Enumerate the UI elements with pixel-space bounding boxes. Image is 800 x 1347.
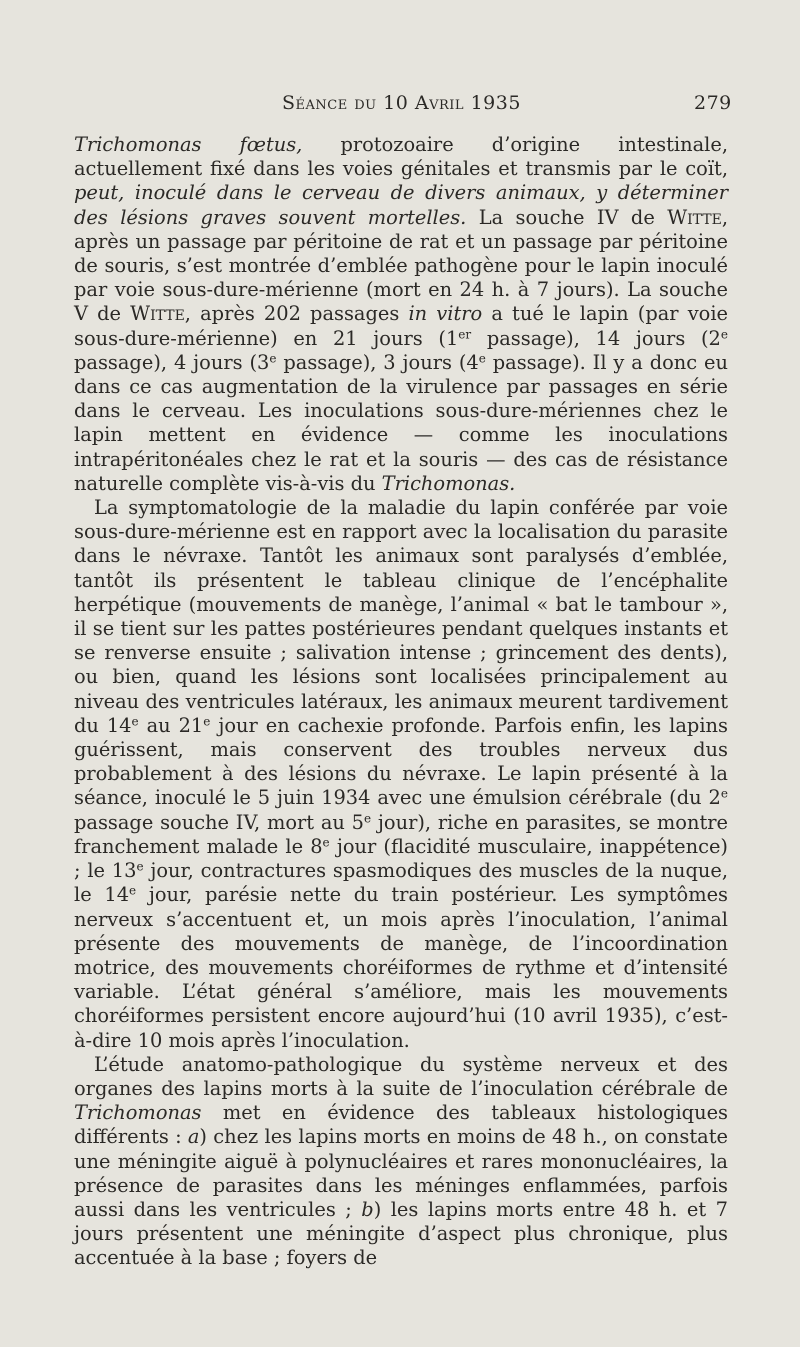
text-run: passage souche IV, mort au 5 <box>74 810 365 834</box>
superscript: e <box>269 351 277 366</box>
paragraph-trichomonas-intro <box>74 133 728 496</box>
text-run: a tué le lapin (par voie sous-dure-mérienne) en 21 jours ( <box>74 302 728 350</box>
superscript: e <box>478 351 486 366</box>
text-run: ) chez les lapins morts en moins de 48 h., on constate une méningite aiguë à polynucléaires et rares mononucléaires, la présence de parasites dans les méninges enflammées, parfois aussi dans les ventricules ; <box>74 1125 728 1221</box>
text-run: 1 <box>445 326 459 350</box>
small-caps-name: Witte <box>667 205 722 229</box>
italic-text: a <box>187 1125 200 1149</box>
italic-text: Trichomonas fœtus, <box>74 133 303 156</box>
superscript: e <box>131 714 139 729</box>
text-run: , après un passage par péritoine de rat et un passage par péritoine de souris, s’est montrée d’emblée pathogène pour le lapin inoculé par voie sous-dure-mérienne (mort en 24 h. à 7 jours). La souche V de <box>74 205 728 326</box>
text-run: au 21 <box>138 713 204 737</box>
text-run: passage), 4 jours (3 <box>74 350 270 374</box>
text-run: , après 202 passages <box>184 302 409 326</box>
italic-text: peut, inoculé dans le cerveau de divers animaux, y déterminer des lésions graves souvent mortelles. <box>74 181 728 229</box>
text-run: La symptomatologie de la maladie du lapin conférée par voie sous-dure-mérienne est en rapport avec la localisation du parasite dans le névraxe. Tantôt les animaux sont paralysés d’emblée, tantôt ils présentent le tableau clinique de l’encéphalite herpétique (mouvements de manège, l’animal « bat le tambour », il se tient sur les pattes postérieures pendant quelques instants et se renverse ensuite ; salivation intense ; grincement des dents), ou bien, quand les lésions sont localisées principalement au niveau des ventricules latéraux, les animaux meurent tardivement du 14 <box>74 496 728 737</box>
text-run: protozoaire d’origine intestinale, actuellement fixé dans les voies génitales et transmis par le coït, <box>74 133 728 181</box>
italic-text: Trichomonas <box>74 1101 202 1125</box>
superscript: e <box>364 811 372 826</box>
small-caps-name: Witte <box>130 302 185 326</box>
paragraph-anatomo-pathologie <box>74 1053 728 1271</box>
text-run: passage), 14 jours (2 <box>471 326 721 350</box>
text-run: jour en cachexie profonde. Parfois enfin, les lapins guérissent, mais conservent des troubles nerveux dus probablement à des lésions du névraxe. Le lapin présenté à la séance, inoculé le 5 juin 1934 avec une émulsion cérébrale (du 2 <box>74 713 728 810</box>
superscript: e <box>322 835 330 850</box>
text-run: jour, parésie nette du train postérieur. Les symptômes nerveux s’accentuent et, un mois après l’inoculation, l’animal présente des mouvements de manège, de l’incoordination motrice, des mouvements choréiformes de rythme et d’intensité variable. L’état général s’améliore, mais les mouvements choréiformes persistent encore aujourd’hui (10 avril 1935), c’est-à-dire 10 mois après l’inoculation. <box>74 883 729 1052</box>
superscript: e <box>720 327 728 342</box>
paragraph-symptomatologie <box>74 496 728 1053</box>
italic-text: Trichomonas. <box>381 471 516 495</box>
text-run: met en évidence des tableaux histologiques différents : <box>74 1101 728 1149</box>
text-run: L’étude anatomo-pathologique du système nerveux et des organes des lapins morts à la suite de l’inoculation cérébrale de <box>74 1052 728 1100</box>
superscript: e <box>129 883 137 898</box>
text-run: passage). Il y a donc eu dans ce cas augmentation de la virulence par passages en série dans le cerveau. Les inoculations sous-dure-mériennes chez le lapin mettent en évidence — comme les inoculations intrapéritonéales chez le rat et la souris — des cas de résistance naturelle complète vis-à-vis du <box>74 350 729 495</box>
text-run: La souche IV de <box>466 205 668 229</box>
superscript: er <box>458 327 472 342</box>
superscript: e <box>136 859 144 874</box>
superscript: e <box>720 786 728 801</box>
body-text <box>74 133 728 1271</box>
italic-text: in vitro <box>408 302 483 326</box>
italic-text: b <box>361 1197 374 1221</box>
text-run: ) les lapins morts entre 48 h. et 7 jours présentent une méningite d’aspect plus chronique, plus accentuée à la base ; foyers de <box>74 1197 729 1270</box>
text-run: jour, contractures spasmodiques des muscles de la nuque, le 14 <box>74 859 728 907</box>
page-number: 279 <box>694 92 732 114</box>
text-run: passage), 3 jours (4 <box>276 350 479 374</box>
page-header <box>0 92 800 122</box>
superscript: e <box>203 714 211 729</box>
text-run: jour), riche en parasites, se montre franchement malade le 8 <box>74 810 728 858</box>
text-run: jour (flacidité musculaire, inappétence) ; le 13 <box>74 834 728 883</box>
running-head: Séance du 10 Avril 1935 <box>282 92 521 114</box>
